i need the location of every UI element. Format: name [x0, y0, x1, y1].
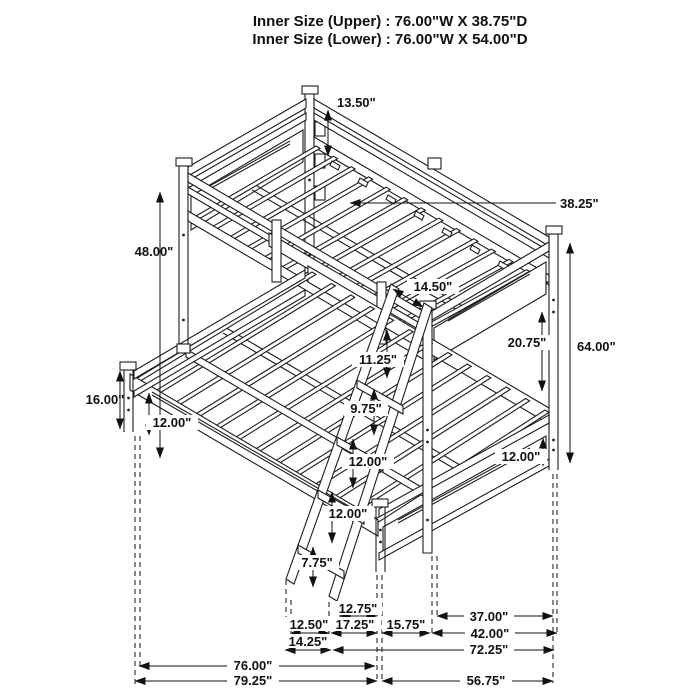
dim-ladder-to-footboard: 15.75" [386, 617, 426, 632]
dim-lower-side-height: 16.00" [85, 392, 125, 407]
bed-structure [120, 86, 562, 601]
lower-footboard [372, 415, 549, 572]
dim-foot-inner-width: 37.00" [469, 609, 509, 624]
dim-inner-length: 76.00" [233, 658, 273, 673]
dim-guard-height: 13.50" [337, 95, 376, 110]
dim-upper-height: 48.00" [134, 244, 174, 259]
dim-rung-gap-bottom: 7.75" [301, 555, 333, 570]
dim-ladder-depth-top: 12.75" [338, 601, 378, 616]
dim-footboard-clearance: 12.00" [501, 449, 541, 464]
dim-overall-length: 79.25" [233, 673, 273, 688]
dim-bunk-gap: 20.75" [507, 335, 547, 350]
dim-ladder-base-depth: 17.25" [335, 617, 375, 632]
dim-foot-outer-width: 42.00" [470, 626, 510, 641]
dim-ladder-reach: 12.50" [289, 617, 329, 632]
inner-size-lower-label: Inner Size (Lower) : 76.00"W X 54.00"D [252, 31, 528, 48]
dim-overall-depth: 56.75" [466, 673, 506, 688]
dim-rung-gap-3: 12.00" [348, 454, 388, 469]
dim-upper-depth: 38.25" [560, 196, 599, 211]
dim-lower-clearance: 12.00" [152, 415, 192, 430]
dim-ladder-opening: 14.50" [413, 279, 453, 294]
dim-ladder-offset: 14.25" [288, 634, 328, 649]
dim-rung-gap-top: 11.25" [359, 352, 397, 367]
dim-rung-gap-2: 9.75" [350, 401, 382, 416]
dim-lower-span: 72.25" [469, 642, 509, 657]
inner-size-upper-label: Inner Size (Upper) : 76.00"W X 38.75"D [252, 13, 528, 30]
dim-rung-gap-4: 12.00" [328, 506, 368, 521]
dim-overall-height: 64.00" [577, 339, 616, 354]
